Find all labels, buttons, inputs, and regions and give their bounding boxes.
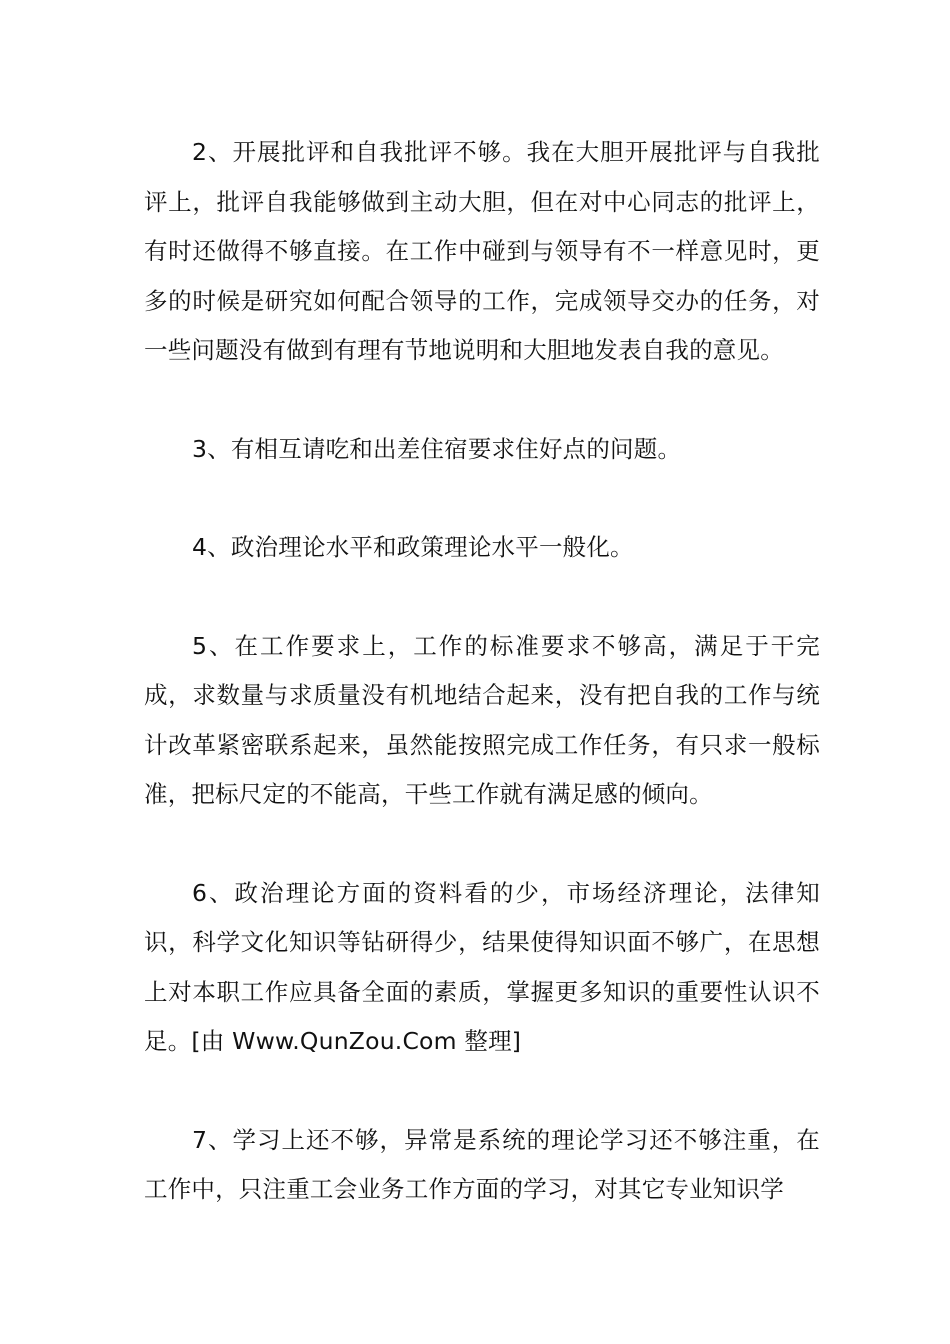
paragraph-item-5: 5、在工作要求上，工作的标准要求不够高，满足于干完成，求数量与求质量没有机地结合起来，没有把自我的工作与统计改革紧密联系起来，虽然能按照完成工作任务，有只求一般标准，把标尺定的不能高，干些工作就有满足感的倾向。 xyxy=(144,631,820,808)
document-body xyxy=(144,128,820,1264)
paragraph-item-7: 7、学习上还不够，异常是系统的理论学习还不够注重，在工作中，只注重工会业务工作方面的学习，对其它专业知识学 xyxy=(144,1125,820,1203)
paragraph-item-3: 3、有相互请吃和出差住宿要求住好点的问题。 xyxy=(192,434,682,463)
paragraph-item-6: 6、政治理论方面的资料看的少，市场经济理论，法律知识，科学文化知识等钻研得少，结果使得知识面不够广，在思想上对本职工作应具备全面的素质，掌握更多知识的重要性认识不足。[由 Www.QunZou.Com 整理] xyxy=(144,878,820,1055)
paragraph-item-2: 2、开展批评和自我批评不够。我在大胆开展批评与自我批评上，批评自我能够做到主动大胆，但在对中心同志的批评上，有时还做得不够直接。在工作中碰到与领导有不一样意见时，更多的时候是研究如何配合领导的工作，完成领导交办的任务，对一些问题没有做到有理有节地说明和大胆地发表自我的意见。 xyxy=(144,138,820,364)
paragraph-item-4: 4、政治理论水平和政策理论水平一般化。 xyxy=(192,533,634,561)
